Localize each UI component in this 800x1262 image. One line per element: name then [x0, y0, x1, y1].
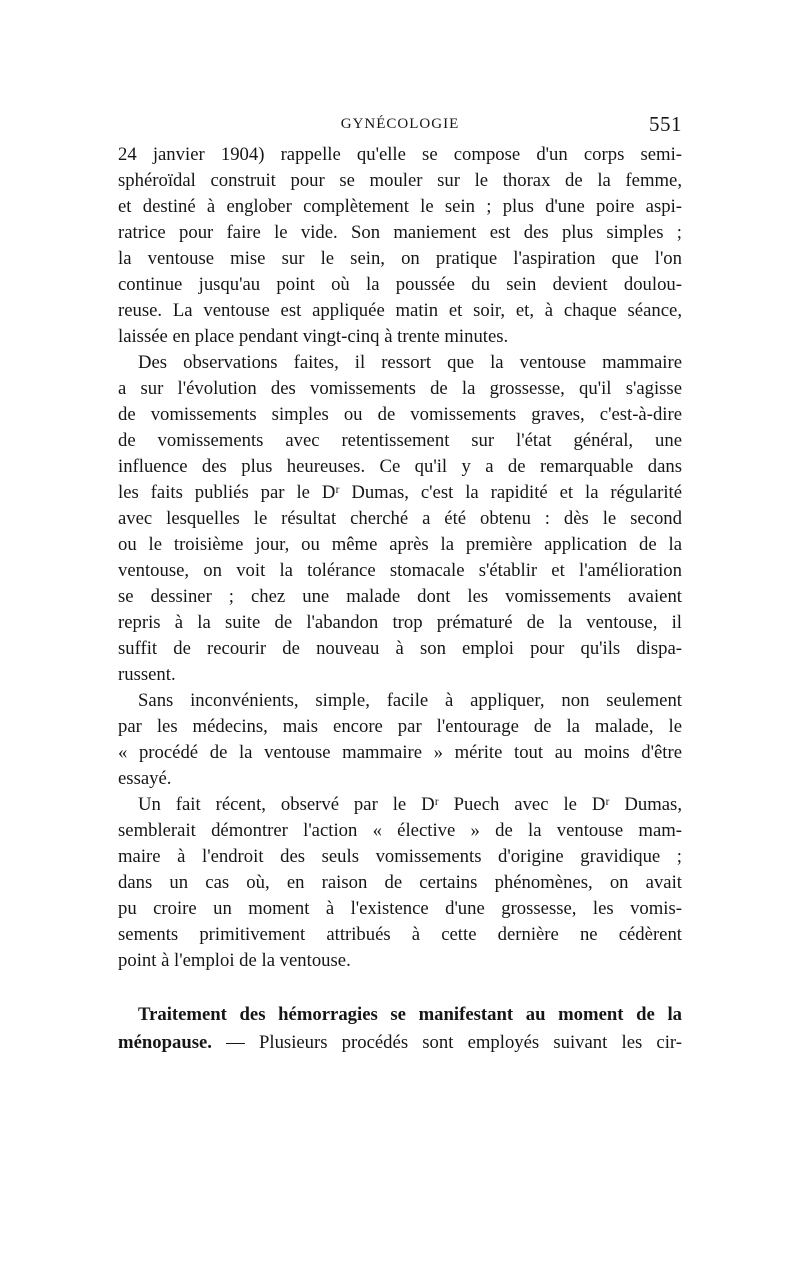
section-heading-continuation [118, 1029, 682, 1057]
text-line: influence des plus heureuses. Ce qu'il y a de remarquable dans [118, 456, 682, 477]
body-text [118, 142, 682, 974]
text-line: Un fait récent, observé par le Dʳ Puech avec le Dʳ Dumas, [138, 794, 682, 815]
text-line: « procédé de la ventouse mammaire » mérite tout au moins d'être [118, 742, 682, 763]
paragraph-1 [118, 142, 682, 350]
running-title: GYNÉCOLOGIE [340, 116, 460, 132]
text-line: de vomissements avec retentissement sur l'état général, une [118, 430, 682, 451]
text-line: par les médecins, mais encore par l'entourage de la malade, le [118, 716, 682, 737]
paragraph-2 [118, 350, 682, 688]
text-line: la ventouse mise sur le sein, on pratique l'aspiration que l'on [118, 248, 682, 269]
text-line: continue jusqu'au point où la poussée du sein devient doulou- [118, 274, 682, 295]
text-line: repris à la suite de l'abandon trop prématuré de la ventouse, il [118, 612, 682, 633]
text-line: suffit de recourir de nouveau à son emploi pour qu'ils dispa- [118, 638, 682, 659]
text-line: pu croire un moment à l'existence d'une grossesse, les vomis- [118, 898, 682, 919]
text-line: a sur l'évolution des vomissements de la grossesse, qu'il s'agisse [118, 378, 682, 399]
paragraph-3 [118, 688, 682, 792]
text-line: sements primitivement attribués à cette dernière ne cédèrent [118, 924, 682, 945]
text-line: sphéroïdal construit pour se mouler sur le thorax de la femme, [118, 170, 682, 191]
book-page [118, 108, 682, 1057]
text-line: point à l'emploi de la ventouse. [118, 950, 351, 971]
section-heading [118, 1001, 682, 1057]
text-line: maire à l'endroit des seuls vomissements d'origine gravidique ; [118, 846, 682, 867]
text-line: se dessiner ; chez une malade dont les vomissements avaient [118, 586, 682, 607]
text-line: les faits publiés par le Dʳ Dumas, c'est la rapidité et la régularité [118, 482, 682, 503]
text-line: essayé. [118, 768, 172, 789]
text-line: reuse. La ventouse est appliquée matin et soir, et, à chaque séance, [118, 300, 682, 321]
text-line: russent. [118, 664, 176, 685]
text-line: et destiné à englober complètement le sein ; plus d'une poire aspi- [118, 196, 682, 217]
section-heading-line: Traitement des hémorragies se manifestant au moment de la [138, 1004, 682, 1025]
text-line: 24 janvier 1904) rappelle qu'elle se compose d'un corps semi- [118, 144, 682, 165]
text-line: Des observations faites, il ressort que la ventouse mammaire [138, 352, 682, 373]
text-line: dans un cas où, en raison de certains phénomènes, on avait [118, 872, 682, 893]
text-line: Sans inconvénients, simple, facile à appliquer, non seulement [138, 690, 682, 711]
section-heading-end: ménopause. [118, 1032, 212, 1053]
page-number: 551 [649, 112, 682, 136]
running-header [118, 108, 682, 142]
text-line: avec lesquelles le résultat cherché a été obtenu : dès le second [118, 508, 682, 529]
section-text-start: — Plusieurs procédés sont employés suivant les cir- [211, 1032, 682, 1053]
text-line: semblerait démontrer l'action « élective » de la ventouse mam- [118, 820, 682, 841]
text-line: de vomissements simples ou de vomissements graves, c'est-à-dire [118, 404, 682, 425]
paragraph-4 [118, 792, 682, 974]
text-line: ratrice pour faire le vide. Son maniement est des plus simples ; [118, 222, 682, 243]
text-line: ou le troisième jour, ou même après la première application de la [118, 534, 682, 555]
text-line: ventouse, on voit la tolérance stomacale s'établir et l'amélioration [118, 560, 682, 581]
text-line: laissée en place pendant vingt-cinq à trente minutes. [118, 326, 509, 347]
